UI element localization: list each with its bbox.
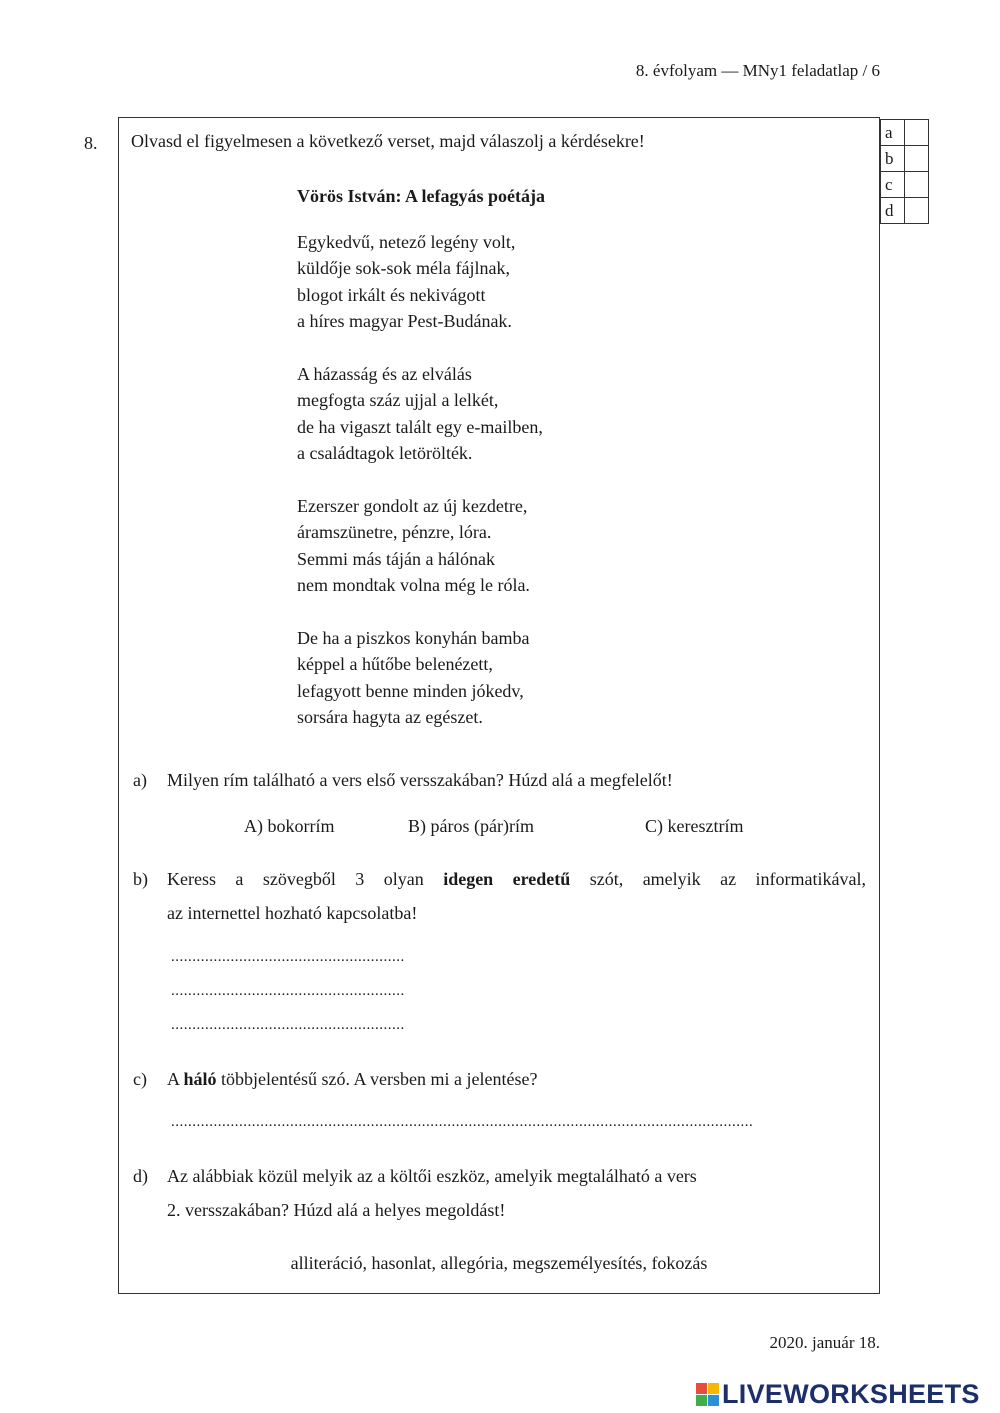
poem-line: küldője sok-sok méla fájlnak, [297, 258, 510, 279]
score-label-a: a [881, 120, 905, 146]
question-b-line-2: az internettel hozható kapcsolatba! [167, 903, 418, 923]
brand-name: LIVEWORKSHEETS [722, 1379, 980, 1409]
question-d-letter: d) [133, 1166, 148, 1186]
poem-line: nem mondtak volna még le róla. [297, 575, 530, 596]
question-number: 8. [84, 133, 98, 153]
question-c-text [167, 1062, 537, 1096]
answer-line-b-1[interactable]: ....................................................... [171, 949, 405, 965]
question-c-letter: c) [133, 1069, 147, 1089]
poem-body [297, 229, 543, 757]
score-cell-c[interactable] [905, 172, 929, 198]
brand-logo [696, 1379, 980, 1410]
poem-line: Ezerszer gondolt az új kezdetre, [297, 496, 528, 517]
poem-line: Egykedvű, netező legény volt, [297, 232, 516, 252]
score-cell-b[interactable] [905, 146, 929, 172]
score-label-c: c [881, 172, 905, 198]
poem-line: áramszünetre, pénzre, lóra. [297, 522, 492, 543]
option-b-paros-rim[interactable]: B) páros (pár)rím [408, 816, 534, 836]
poem-line: A házasság és az elválás [297, 364, 472, 385]
poem-line: lefagyott benne minden jókedv, [297, 680, 524, 701]
page-header: 8. évfolyam — MNy1 feladatlap / 6 [635, 61, 880, 80]
question-b-line-1 [167, 862, 866, 896]
question-a-letter: a) [133, 770, 147, 790]
question-a-text: Milyen rím található a vers első versszakában? Húzd alá a megfelelőt! [167, 770, 673, 790]
option-a-bokorrim[interactable]: A) bokorrím [244, 816, 335, 836]
score-grid [880, 119, 929, 224]
poem-line: a híres magyar Pest-Budának. [297, 311, 512, 332]
footer-date: 2020. január 18. [769, 1333, 880, 1352]
answer-line-b-3[interactable]: ....................................................... [171, 1017, 405, 1033]
question-d-options[interactable]: alliteráció, hasonlat, allegória, megszemélyesítés, fokozás [290, 1253, 708, 1273]
poem-line: sorsára hagyta az egészet. [297, 707, 483, 728]
instruction-text: Olvasd el figyelmesen a következő verset, majd válaszolj a kérdésekre! [131, 131, 645, 151]
question-d-line-1: Az alábbiak közül melyik az a költői eszköz, amelyik megtalálható a vers [167, 1166, 697, 1186]
question-b-text-pre: Keress a szövegből 3 olyan [167, 869, 424, 889]
poem-stanza-3 [297, 493, 543, 599]
question-b-letter: b) [133, 869, 148, 889]
poem-line: megfogta száz ujjal a lelkét, [297, 390, 499, 411]
poem-stanza-2 [297, 361, 543, 467]
question-c-text-pre: A [167, 1069, 180, 1089]
score-cell-a[interactable] [905, 120, 929, 146]
poem-line: De ha a piszkos konyhán bamba [297, 628, 530, 649]
answer-line-b-2[interactable]: ....................................................... [171, 983, 405, 999]
poem-line: blogot irkált és nekivágott [297, 284, 486, 305]
poem-title: Vörös István: A lefagyás poétája [297, 186, 545, 206]
score-label-b: b [881, 146, 905, 172]
poem-line: képpel a hűtőbe belenézett, [297, 654, 493, 675]
score-cell-d[interactable] [905, 198, 929, 224]
poem-line: de ha vigaszt talált egy e-mailben, [297, 416, 543, 437]
poem-line: Semmi más táján a hálónak [297, 548, 495, 569]
question-b-text-post: szót, amelyik az informatikával, [589, 869, 867, 889]
question-c-text-post: többjelentésű szó. A versben mi a jelentése? [221, 1069, 538, 1089]
question-c-keyword: háló [183, 1069, 217, 1089]
question-d-line-2: 2. versszakában? Húzd alá a helyes megoldást! [167, 1200, 506, 1220]
poem-line: a családtagok letörölték. [297, 443, 473, 464]
poem-stanza-4 [297, 625, 543, 731]
poem-stanza-1 [297, 229, 543, 335]
question-b-keyword: idegen eredetű [443, 869, 571, 889]
brand-mark-icon [696, 1383, 719, 1406]
score-label-d: d [881, 198, 905, 224]
answer-line-c[interactable]: ......................................................................................................................................... [171, 1114, 754, 1130]
option-c-keresztrim[interactable]: C) keresztrím [645, 816, 744, 836]
